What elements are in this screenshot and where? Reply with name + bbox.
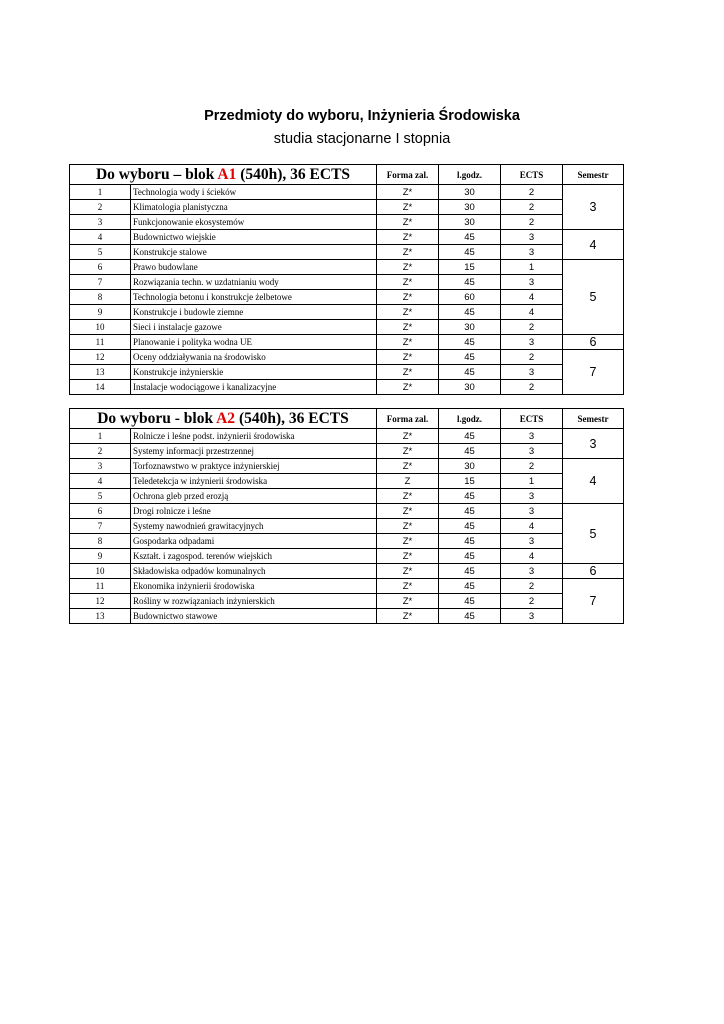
course-forma: Z xyxy=(377,474,439,489)
table-row xyxy=(70,200,624,215)
course-name: Technologia betonu i konstrukcje żelbetowe xyxy=(131,290,377,305)
table-row xyxy=(70,444,624,459)
page-title: Przedmioty do wyboru, Inżynieria Środowiska xyxy=(204,108,520,124)
course-ects: 2 xyxy=(501,350,563,365)
course-hours: 30 xyxy=(439,459,501,474)
course-forma: Z* xyxy=(377,564,439,579)
row-number: 12 xyxy=(70,594,131,609)
course-name: Konstrukcje inżynierskie xyxy=(131,365,377,380)
course-ects: 3 xyxy=(501,504,563,519)
row-number: 10 xyxy=(70,320,131,335)
course-forma: Z* xyxy=(377,290,439,305)
course-ects: 2 xyxy=(501,185,563,200)
course-hours: 45 xyxy=(439,429,501,444)
course-ects: 4 xyxy=(501,519,563,534)
course-ects: 2 xyxy=(501,200,563,215)
column-header-ects: ECTS xyxy=(501,165,563,185)
page-subtitle: studia stacjonarne I stopnia xyxy=(273,131,451,147)
table-row xyxy=(70,380,624,395)
block-code: A2 xyxy=(216,409,236,427)
course-forma: Z* xyxy=(377,534,439,549)
semester-cell: 3 xyxy=(563,429,624,459)
course-name: Prawo budowlane xyxy=(131,260,377,275)
block-title-suffix: (540h), 36 ECTS xyxy=(236,165,351,183)
course-hours: 45 xyxy=(439,564,501,579)
course-hours: 60 xyxy=(439,290,501,305)
course-name: Rozwiązania techn. w uzdatnianiu wody xyxy=(131,275,377,290)
semester-cell: 3 xyxy=(563,185,624,230)
course-forma: Z* xyxy=(377,245,439,260)
course-forma: Z* xyxy=(377,320,439,335)
course-forma: Z* xyxy=(377,305,439,320)
table-row xyxy=(70,290,624,305)
table-row xyxy=(70,474,624,489)
block-title xyxy=(70,165,377,185)
course-ects: 4 xyxy=(501,290,563,305)
course-hours: 45 xyxy=(439,504,501,519)
course-hours: 45 xyxy=(439,335,501,350)
semester-cell: 6 xyxy=(563,564,624,579)
column-header-semester: Semestr xyxy=(563,165,624,185)
column-header-ects: ECTS xyxy=(501,409,563,429)
table-row xyxy=(70,489,624,504)
course-name: Ekonomika inżynierii środowiska xyxy=(131,579,377,594)
row-number: 12 xyxy=(70,350,131,365)
course-ects: 2 xyxy=(501,380,563,395)
semester-cell: 4 xyxy=(563,230,624,260)
course-name: Sieci i instalacje gazowe xyxy=(131,320,377,335)
row-number: 9 xyxy=(70,305,131,320)
course-ects: 3 xyxy=(501,365,563,380)
row-number: 6 xyxy=(70,504,131,519)
course-forma: Z* xyxy=(377,459,439,474)
course-forma: Z* xyxy=(377,429,439,444)
course-forma: Z* xyxy=(377,275,439,290)
course-forma: Z* xyxy=(377,260,439,275)
table-row xyxy=(70,320,624,335)
table-header-row xyxy=(70,409,624,429)
table-row xyxy=(70,549,624,564)
block-a2-table xyxy=(69,408,624,624)
course-forma: Z* xyxy=(377,519,439,534)
semester-cell: 4 xyxy=(563,459,624,504)
course-name: Gospodarka odpadami xyxy=(131,534,377,549)
semester-cell: 7 xyxy=(563,579,624,624)
semester-cell: 7 xyxy=(563,350,624,395)
course-hours: 30 xyxy=(439,185,501,200)
course-ects: 3 xyxy=(501,564,563,579)
row-number: 13 xyxy=(70,609,131,624)
course-name: Konstrukcje stalowe xyxy=(131,245,377,260)
table-row xyxy=(70,365,624,380)
row-number: 9 xyxy=(70,549,131,564)
course-name: Ochrona gleb przed erozją xyxy=(131,489,377,504)
table-row xyxy=(70,504,624,519)
course-forma: Z* xyxy=(377,489,439,504)
course-hours: 15 xyxy=(439,474,501,489)
course-name: Funkcjonowanie ekosystemów xyxy=(131,215,377,230)
table-row xyxy=(70,215,624,230)
course-forma: Z* xyxy=(377,230,439,245)
course-name: Klimatologia planistyczna xyxy=(131,200,377,215)
table-row xyxy=(70,335,624,350)
course-hours: 45 xyxy=(439,305,501,320)
course-hours: 45 xyxy=(439,245,501,260)
row-number: 10 xyxy=(70,564,131,579)
course-hours: 15 xyxy=(439,260,501,275)
course-name: Planowanie i polityka wodna UE xyxy=(131,335,377,350)
course-hours: 45 xyxy=(439,489,501,504)
row-number: 5 xyxy=(70,245,131,260)
column-header-hours: l.godz. xyxy=(439,165,501,185)
course-name: Systemy informacji przestrzennej xyxy=(131,444,377,459)
column-header-hours: l.godz. xyxy=(439,409,501,429)
course-ects: 1 xyxy=(501,260,563,275)
course-hours: 30 xyxy=(439,200,501,215)
course-hours: 45 xyxy=(439,230,501,245)
semester-cell: 5 xyxy=(563,260,624,335)
course-forma: Z* xyxy=(377,335,439,350)
block-title xyxy=(70,409,377,429)
column-header-forma: Forma zal. xyxy=(377,409,439,429)
course-name: Kształt. i zagospod. terenów wiejskich xyxy=(131,549,377,564)
course-hours: 30 xyxy=(439,215,501,230)
course-hours: 45 xyxy=(439,549,501,564)
course-name: Składowiska odpadów komunalnych xyxy=(131,564,377,579)
course-name: Konstrukcje i budowle ziemne xyxy=(131,305,377,320)
course-forma: Z* xyxy=(377,549,439,564)
course-forma: Z* xyxy=(377,350,439,365)
course-name: Teledetekcja w inżynierii środowiska xyxy=(131,474,377,489)
course-name: Oceny oddziaływania na środowisko xyxy=(131,350,377,365)
block-title-prefix: Do wyboru - blok xyxy=(97,409,217,427)
column-header-semester: Semestr xyxy=(563,409,624,429)
table-row xyxy=(70,230,624,245)
block-a1-table xyxy=(69,164,624,395)
course-hours: 45 xyxy=(439,365,501,380)
course-ects: 2 xyxy=(501,459,563,474)
course-hours: 45 xyxy=(439,579,501,594)
course-ects: 1 xyxy=(501,474,563,489)
table-row xyxy=(70,275,624,290)
row-number: 4 xyxy=(70,474,131,489)
course-ects: 2 xyxy=(501,320,563,335)
course-forma: Z* xyxy=(377,444,439,459)
course-hours: 45 xyxy=(439,534,501,549)
row-number: 2 xyxy=(70,444,131,459)
table-row xyxy=(70,579,624,594)
table-row xyxy=(70,594,624,609)
table-row xyxy=(70,245,624,260)
course-hours: 45 xyxy=(439,519,501,534)
table-row xyxy=(70,564,624,579)
course-ects: 3 xyxy=(501,275,563,290)
course-ects: 2 xyxy=(501,579,563,594)
row-number: 5 xyxy=(70,489,131,504)
course-hours: 45 xyxy=(439,350,501,365)
course-hours: 30 xyxy=(439,380,501,395)
course-ects: 3 xyxy=(501,335,563,350)
course-name: Rolnicze i leśne podst. inżynierii środowiska xyxy=(131,429,377,444)
course-forma: Z* xyxy=(377,594,439,609)
row-number: 11 xyxy=(70,579,131,594)
block-title-prefix: Do wyboru – blok xyxy=(95,165,218,183)
semester-cell: 5 xyxy=(563,504,624,564)
course-ects: 2 xyxy=(501,594,563,609)
course-ects: 3 xyxy=(501,429,563,444)
course-forma: Z* xyxy=(377,215,439,230)
row-number: 3 xyxy=(70,215,131,230)
course-ects: 3 xyxy=(501,245,563,260)
column-header-forma: Forma zal. xyxy=(377,165,439,185)
table-row xyxy=(70,305,624,320)
course-forma: Z* xyxy=(377,380,439,395)
course-ects: 3 xyxy=(501,230,563,245)
row-number: 2 xyxy=(70,200,131,215)
course-name: Systemy nawodnień grawitacyjnych xyxy=(131,519,377,534)
table-row xyxy=(70,534,624,549)
course-forma: Z* xyxy=(377,200,439,215)
row-number: 7 xyxy=(70,519,131,534)
course-hours: 45 xyxy=(439,275,501,290)
row-number: 6 xyxy=(70,260,131,275)
course-forma: Z* xyxy=(377,609,439,624)
course-hours: 45 xyxy=(439,444,501,459)
row-number: 7 xyxy=(70,275,131,290)
course-ects: 4 xyxy=(501,305,563,320)
table-row xyxy=(70,459,624,474)
row-number: 8 xyxy=(70,290,131,305)
block-code: A1 xyxy=(217,165,237,183)
course-name: Drogi rolnicze i leśne xyxy=(131,504,377,519)
course-ects: 3 xyxy=(501,534,563,549)
course-forma: Z* xyxy=(377,365,439,380)
course-name: Instalacje wodociągowe i kanalizacyjne xyxy=(131,380,377,395)
course-name: Rośliny w rozwiązaniach inżynierskich xyxy=(131,594,377,609)
course-name: Budownictwo wiejskie xyxy=(131,230,377,245)
block-title-suffix: (540h), 36 ECTS xyxy=(235,409,349,427)
semester-cell: 6 xyxy=(563,335,624,350)
row-number: 11 xyxy=(70,335,131,350)
table-row xyxy=(70,429,624,444)
course-name: Technologia wody i ścieków xyxy=(131,185,377,200)
row-number: 14 xyxy=(70,380,131,395)
table-row xyxy=(70,350,624,365)
course-name: Budownictwo stawowe xyxy=(131,609,377,624)
course-forma: Z* xyxy=(377,185,439,200)
course-ects: 3 xyxy=(501,444,563,459)
course-ects: 2 xyxy=(501,215,563,230)
course-ects: 4 xyxy=(501,549,563,564)
course-hours: 45 xyxy=(439,609,501,624)
table-row xyxy=(70,185,624,200)
row-number: 3 xyxy=(70,459,131,474)
table-header-row xyxy=(70,165,624,185)
row-number: 1 xyxy=(70,429,131,444)
course-hours: 30 xyxy=(439,320,501,335)
course-ects: 3 xyxy=(501,609,563,624)
table-row xyxy=(70,260,624,275)
row-number: 1 xyxy=(70,185,131,200)
table-row xyxy=(70,609,624,624)
course-name: Torfoznawstwo w praktyce inżynierskiej xyxy=(131,459,377,474)
course-forma: Z* xyxy=(377,579,439,594)
course-forma: Z* xyxy=(377,504,439,519)
row-number: 13 xyxy=(70,365,131,380)
course-hours: 45 xyxy=(439,594,501,609)
row-number: 4 xyxy=(70,230,131,245)
course-ects: 3 xyxy=(501,489,563,504)
table-row xyxy=(70,519,624,534)
row-number: 8 xyxy=(70,534,131,549)
